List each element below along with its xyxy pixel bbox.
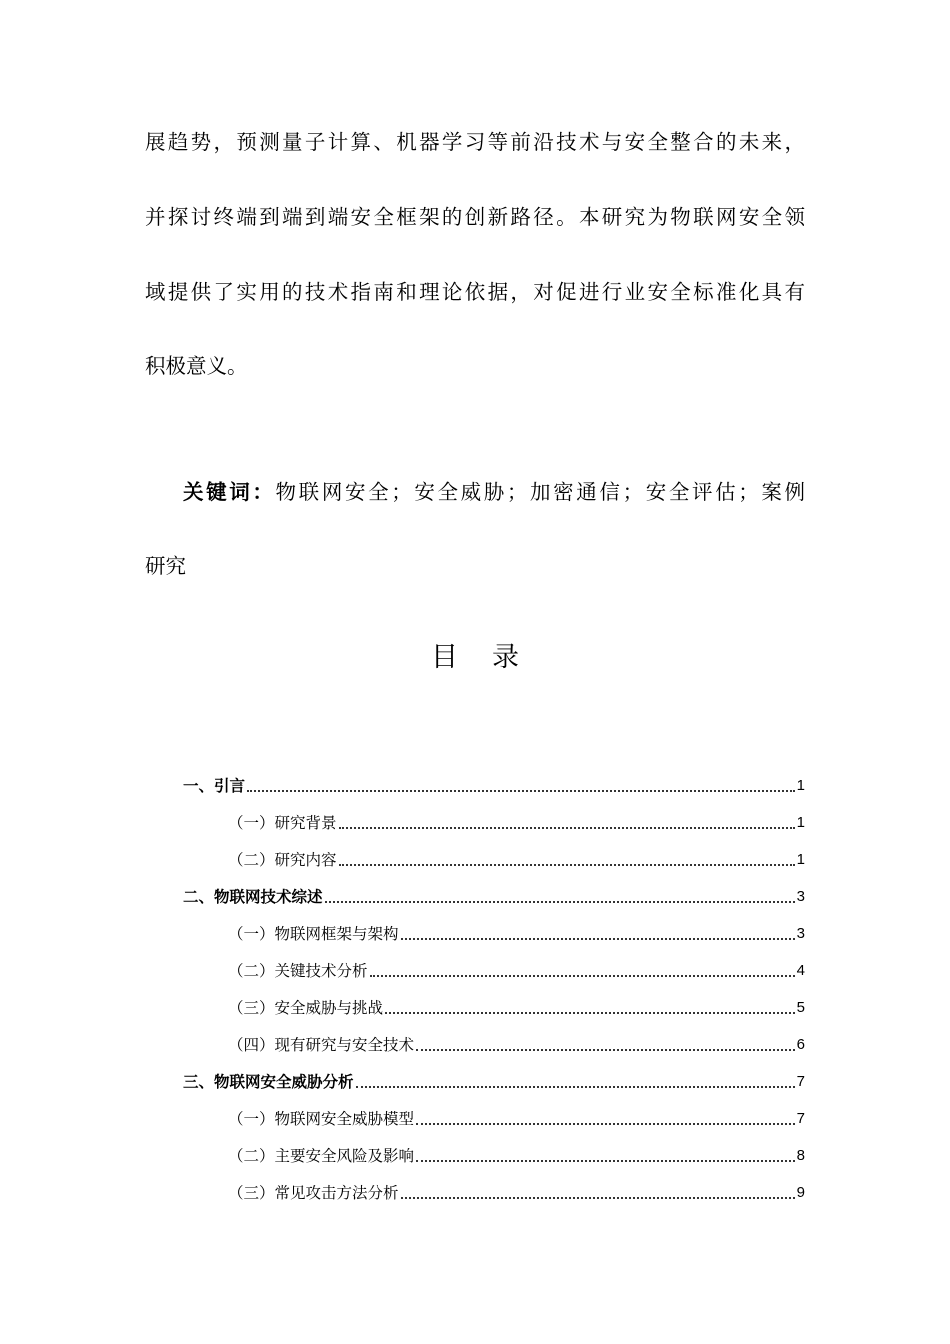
toc-dot-leader	[339, 864, 795, 866]
abstract-line-2: 并探讨终端到端到端安全框架的创新路径。本研究为物联网安全领	[145, 205, 805, 229]
toc-entry-page: 1	[796, 851, 805, 868]
toc-entry[interactable]	[228, 848, 805, 870]
toc-dot-leader	[370, 975, 795, 977]
toc-entry[interactable]	[183, 885, 805, 907]
toc-entry-label: （三）常见攻击方法分析	[228, 1184, 399, 1202]
toc-dot-leader	[339, 827, 795, 829]
toc-dot-leader	[401, 938, 795, 940]
toc-entry-page: 3	[796, 888, 805, 905]
abstract-line-4: 积极意义。	[145, 354, 248, 378]
toc-entry-label: （二）研究内容	[228, 851, 337, 869]
toc-entry-page: 1	[796, 777, 805, 794]
abstract-line-3: 域提供了实用的技术指南和理论依据，对促进行业安全标准化具有	[145, 280, 805, 304]
toc-entry[interactable]	[183, 1070, 805, 1092]
keywords-text: 物联网安全；安全威胁；加密通信；安全评估；案例	[275, 480, 806, 504]
toc-entry-page: 3	[796, 925, 805, 942]
toc-dot-leader	[247, 790, 795, 792]
toc-entry[interactable]	[228, 1144, 805, 1166]
toc-entry-label: 三、物联网安全威胁分析	[183, 1073, 354, 1091]
toc-entry[interactable]	[228, 1107, 805, 1129]
abstract-line-1: 展趋势，预测量子计算、机器学习等前沿技术与安全整合的未来，	[145, 130, 805, 154]
toc-entry[interactable]	[183, 774, 805, 796]
toc-dot-leader	[356, 1086, 795, 1088]
keywords-line-1	[183, 478, 805, 506]
toc-entry[interactable]	[228, 959, 805, 981]
toc-entry-page: 7	[796, 1110, 805, 1127]
toc-entry[interactable]	[228, 1033, 805, 1055]
toc-entry[interactable]	[228, 922, 805, 944]
toc-title: 目录	[431, 642, 553, 673]
toc-entry-page: 8	[796, 1147, 805, 1164]
toc-entry-label: （一）研究背景	[228, 814, 337, 832]
toc-entry-page: 7	[796, 1073, 805, 1090]
toc-entry[interactable]	[228, 996, 805, 1018]
keywords-label: 关键词：	[183, 480, 276, 504]
toc-entry[interactable]	[228, 811, 805, 833]
toc-entry-page: 9	[796, 1184, 805, 1201]
toc-dot-leader	[416, 1160, 795, 1162]
toc-entry-label: （四）现有研究与安全技术	[228, 1036, 415, 1054]
keywords-line-2: 研究	[145, 554, 186, 578]
toc-entry[interactable]	[228, 1181, 805, 1203]
toc-dot-leader	[325, 901, 795, 903]
toc-entry-page: 6	[796, 1036, 805, 1053]
toc-dot-leader	[385, 1012, 795, 1014]
toc-dot-leader	[416, 1049, 795, 1051]
toc-entry-page: 4	[796, 962, 805, 979]
toc-entry-label: 二、物联网技术综述	[183, 888, 323, 906]
toc-entry-page: 5	[796, 999, 805, 1016]
toc-entry-label: （二）主要安全风险及影响	[228, 1147, 415, 1165]
toc-dot-leader	[416, 1123, 795, 1125]
toc-entry-label: 一、引言	[183, 777, 246, 795]
toc-entry-label: （三）安全威胁与挑战	[228, 999, 384, 1017]
toc-entry-label: （一）物联网安全威胁模型	[228, 1110, 415, 1128]
toc-entry-label: （二）关键技术分析	[228, 962, 368, 980]
toc-entry-page: 1	[796, 814, 805, 831]
toc-entry-label: （一）物联网框架与架构	[228, 925, 399, 943]
toc-dot-leader	[401, 1197, 795, 1199]
